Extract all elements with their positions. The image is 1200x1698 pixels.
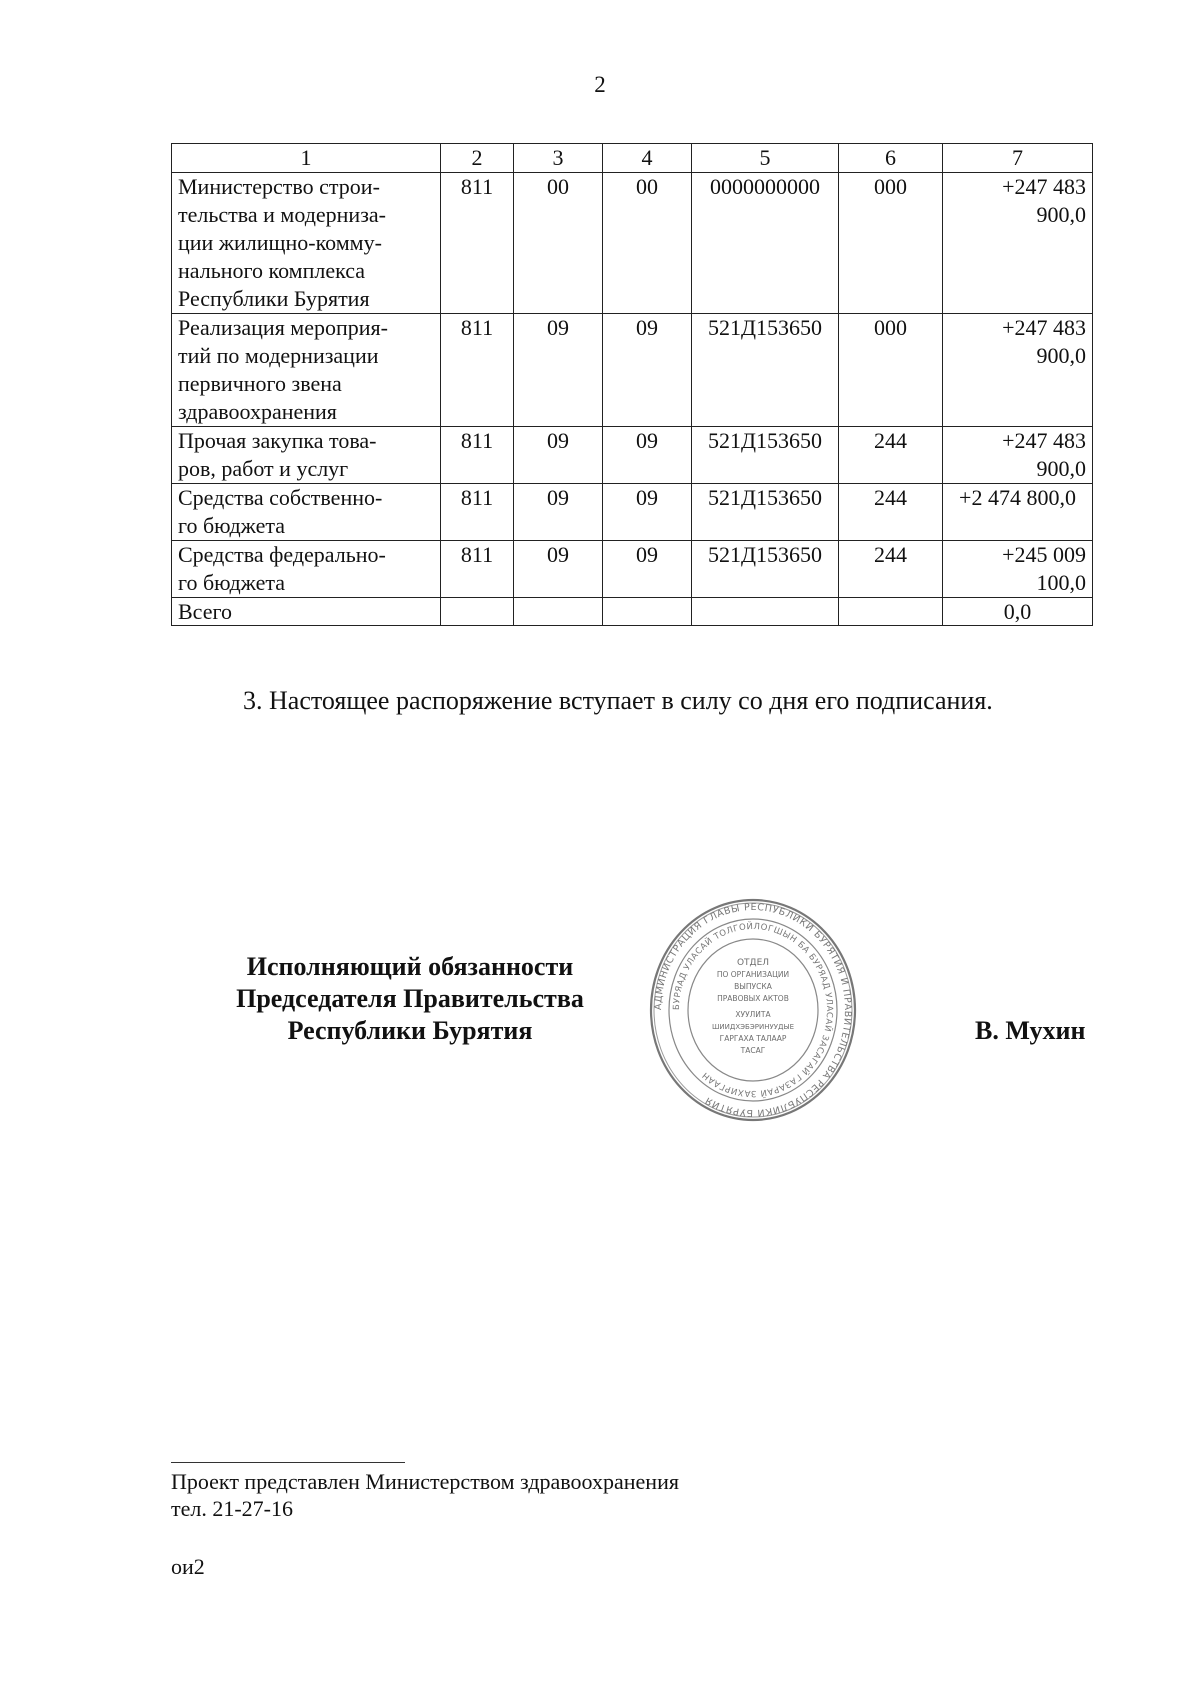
table-row	[172, 427, 1093, 484]
stamp-center-line: ХУУЛИТА	[735, 1010, 771, 1019]
table-row	[172, 314, 1093, 427]
cell-ministry-code: 811	[441, 173, 514, 314]
column-header: 5	[692, 144, 839, 173]
empty-cell	[839, 598, 943, 626]
stamp-center-line: ШИИДХЭБЭРИНУУДЫЕ	[711, 1023, 795, 1031]
table-header-row	[172, 144, 1093, 173]
stamp-center-line: ПО ОРГАНИЗАЦИИ	[716, 970, 790, 979]
stamp-center	[712, 958, 794, 1055]
row-name: Министерство строи- тельства и модерниза- ции жилищно-комму- нального комплекса Республики Бурятия	[172, 173, 441, 314]
cell-section: 09	[514, 541, 603, 598]
cell-section: 09	[514, 484, 603, 541]
stamp-outer-textpath: АДМИНИСТРАЦИЯ ГЛАВЫ РЕСПУБЛИКИ БУРЯТИЯ И ПРАВИТЕЛЬСТВА РЕСПУБЛИКИ БУРЯТИЯ	[652, 901, 854, 1119]
official-stamp	[648, 895, 858, 1125]
budget-table	[171, 143, 1093, 626]
cell-subsection: 09	[603, 541, 692, 598]
cell-expense-type: 000	[839, 173, 943, 314]
cell-section: 09	[514, 427, 603, 484]
cell-ministry-code: 811	[441, 314, 514, 427]
cell-sum: +245 009 100,0	[943, 541, 1093, 598]
cell-expense-type: 244	[839, 484, 943, 541]
cell-ministry-code: 811	[441, 541, 514, 598]
row-name: Средства собственно- го бюджета	[172, 484, 441, 541]
cell-ministry-code: 811	[441, 484, 514, 541]
empty-cell	[514, 598, 603, 626]
cell-target-item: 0000000000	[692, 173, 839, 314]
cell-expense-type: 244	[839, 541, 943, 598]
column-header: 2	[441, 144, 514, 173]
column-header: 1	[172, 144, 441, 173]
total-label: Всего	[172, 598, 441, 626]
stamp-center-line: ТАСАГ	[740, 1046, 766, 1055]
cell-subsection: 09	[603, 484, 692, 541]
cell-section: 09	[514, 314, 603, 427]
cell-target-item: 521Д153650	[692, 484, 839, 541]
empty-cell	[692, 598, 839, 626]
cell-expense-type: 000	[839, 314, 943, 427]
clause-3: 3. Настоящее распоряжение вступает в силу со дня его подписания.	[243, 686, 993, 715]
empty-cell	[441, 598, 514, 626]
column-header: 6	[839, 144, 943, 173]
column-header: 4	[603, 144, 692, 173]
footnote	[171, 1468, 679, 1522]
footnote-phone: тел. 21-27-16	[171, 1496, 294, 1521]
stamp-center-line: ГАРГАХА ТАЛААР	[719, 1034, 787, 1043]
stamp-center-line: ПРАВОВЫХ АКТОВ	[717, 994, 789, 1003]
empty-cell	[603, 598, 692, 626]
signer-name: В. Мухин	[975, 1016, 1086, 1045]
total-sum: 0,0	[943, 598, 1093, 626]
stamp-center-line: ОТДЕЛ	[736, 958, 770, 968]
cell-ministry-code: 811	[441, 427, 514, 484]
cell-section: 00	[514, 173, 603, 314]
row-name: Реализация мероприя- тий по модернизации первичного звена здравоохранения	[172, 314, 441, 427]
cell-sum: +2 474 800,0	[943, 484, 1093, 541]
cell-target-item: 521Д153650	[692, 427, 839, 484]
table-total-row	[172, 598, 1093, 626]
cell-subsection: 00	[603, 173, 692, 314]
row-name: Прочая закупка това- ров, работ и услуг	[172, 427, 441, 484]
footnote-line: Проект представлен Министерством здравоохранения	[171, 1469, 679, 1494]
table-row	[172, 484, 1093, 541]
document-code: ои2	[171, 1554, 205, 1579]
cell-subsection: 09	[603, 314, 692, 427]
column-header: 7	[943, 144, 1093, 173]
table-row	[172, 173, 1093, 314]
cell-subsection: 09	[603, 427, 692, 484]
cell-target-item: 521Д153650	[692, 541, 839, 598]
signer-title: Исполняющий обязанности Председателя Правительства Республики Бурятия	[236, 952, 584, 1045]
cell-sum: +247 483 900,0	[943, 173, 1093, 314]
page-number: 2	[594, 72, 606, 97]
stamp-center-line: ВЫПУСКА	[734, 982, 772, 991]
cell-sum: +247 483 900,0	[943, 427, 1093, 484]
cell-sum: +247 483 900,0	[943, 314, 1093, 427]
row-name: Средства федерально- го бюджета	[172, 541, 441, 598]
column-header: 3	[514, 144, 603, 173]
stamp-inner-textpath: БУРЯАД УЛАСАЙ ТОЛГОЙЛОГШЫН БА БУРЯАД УЛАСАЙ ЗАСАГАЙ ГАЗАРАЙ ЗАХИРГААН	[671, 921, 835, 1099]
footnote-divider	[171, 1462, 405, 1463]
cell-expense-type: 244	[839, 427, 943, 484]
table-row	[172, 541, 1093, 598]
cell-target-item: 521Д153650	[692, 314, 839, 427]
